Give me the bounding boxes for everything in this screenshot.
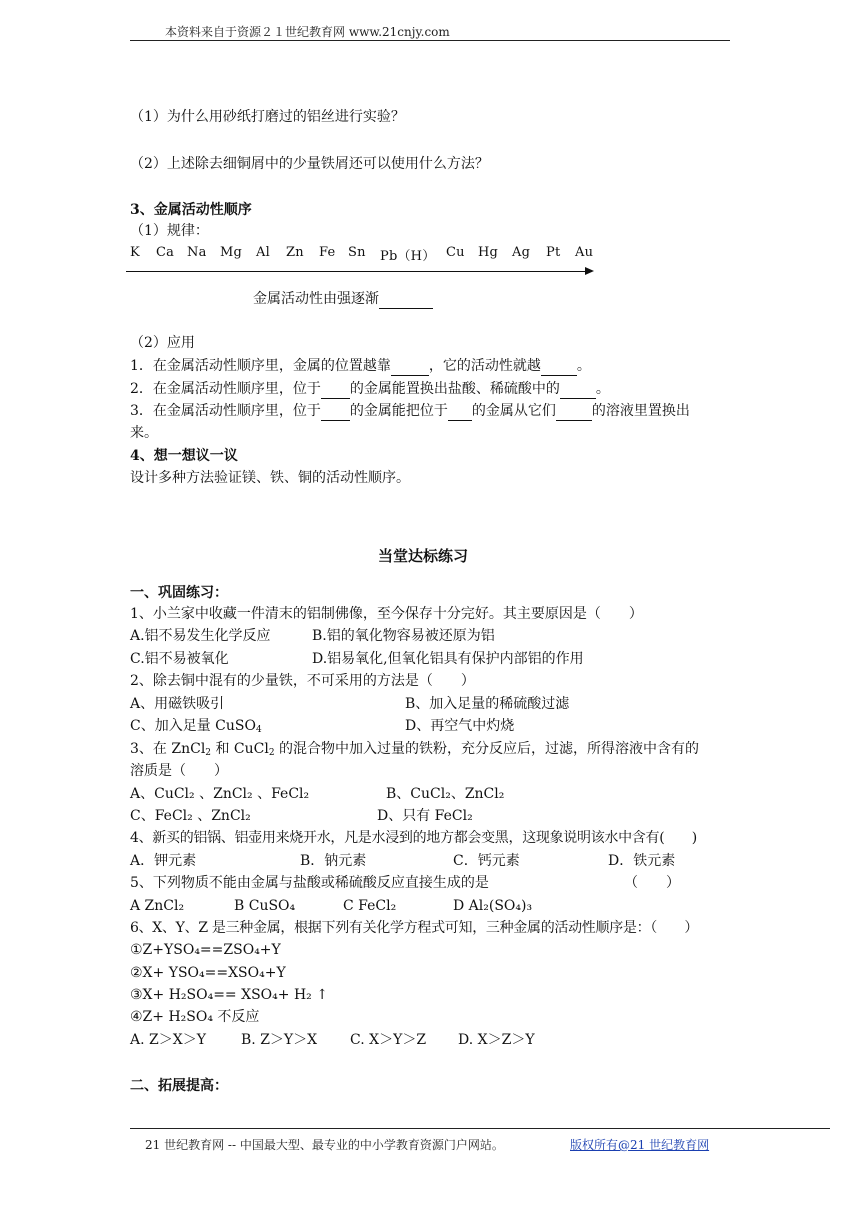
fill-blank [556,406,592,421]
section-4-body: 设计多种方法验证镁、铁、铜的活动性顺序。 [130,470,410,486]
q2-option-a: A、用磁铁吸引 [130,696,225,712]
fill-blank [391,361,429,376]
text: 的混合物中加入过量的铁粉，充分反应后，过滤，所得溶液中含有的 [274,741,700,757]
subscript: 4 [255,725,262,735]
exercise-q4: 4、新买的铝锅、铝壶用来烧开水，凡是水浸到的地方都会变黑，这现象说明该水中含有( ) [130,830,697,846]
metal-symbol: Ca [156,245,175,260]
q4-option-c: C．钙元素 [453,853,520,869]
metal-symbol: K [130,245,140,260]
q5-answer-paren: （ ） [624,875,680,891]
q5-option-b: B CuSO₄ [234,898,296,914]
equation-1: ①Z+YSO₄==ZSO₄+Y [130,942,281,958]
text: 1．在金属活动性顺序里，金属的位置越靠 [130,358,391,374]
fill-blank [321,406,350,421]
text: C、加入足量 CuSO [130,718,256,734]
q3-option-c: C、FeCl₂ 、ZnCl₂ [130,808,251,824]
exercise-q6: 6、X、Y、Z 是三种金属，根据下列有关化学方程式可知，三种金属的活动性顺序是：（ ） [130,920,699,936]
q6-option-d: D. X＞Z＞Y [458,1032,535,1048]
question-1: （1）为什么用砂纸打磨过的铝丝进行实验？ [130,109,405,125]
exercise-q3-cont: 溶质是（ ） [130,763,228,779]
fill-blank [541,361,577,376]
q4-option-d: D．铁元素 [608,853,676,869]
exercise-q2: 2、除去铜中混有的少量铁，不可采用的方法是（ ） [130,673,475,689]
application-2 [130,379,610,399]
subscript: 2 [268,748,275,758]
header-rule [130,40,730,41]
metal-symbol: Mg [220,245,243,260]
fill-blank [448,406,472,421]
q4-option-b: B．钠元素 [300,853,367,869]
metal-symbol: Al [256,245,270,260]
metal-symbol: Pt [546,245,561,260]
text: 。 [576,358,591,374]
equation-4: ④Z+ H₂SO₄ 不反应 [130,1009,260,1025]
fill-blank [321,384,350,399]
q5-option-c: C FeCl₂ [343,898,397,914]
metal-symbol: Pb（H） [380,249,436,264]
metal-symbol: Fe [319,245,336,260]
equation-2: ②X+ YSO₄==XSO₄+Y [130,965,286,981]
fill-blank [379,294,433,309]
q3-option-a: A、CuCl₂ 、ZnCl₂ 、FeCl₂ [130,786,310,802]
section-3-title: 3、金属活动性顺序 [130,202,252,218]
q5-option-d: D Al₂(SO₄)₃ [453,898,533,914]
q1-option-d: D.铝易氧化,但氧化铝具有保护内部铝的作用 [312,651,584,667]
q3-option-d: D、只有 FeCl₂ [377,808,473,824]
footer-text: 21 世纪教育网 -- 中国最大型、最专业的中小学教育资源门户网站。 [145,1138,504,1152]
q2-option-d: D、再空气中灼烧 [405,718,515,734]
part-1-title: 一、巩固练习： [130,585,228,601]
q1-option-a: A.铝不易发生化学反应 [130,628,271,644]
text: 的金属能把位于 [349,403,448,419]
application-label: （2）应用 [130,335,195,351]
activity-arrow [126,271,592,272]
trend-text: 金属活动性由强逐渐 [253,291,379,307]
subscript: 2 [205,748,212,758]
text: 和 CuCl [211,741,269,757]
exercise-title: 当堂达标练习 [378,547,469,565]
q2-option-b: B、加入足量的稀硫酸过滤 [405,696,570,712]
q6-option-b: B. Z＞Y＞X [241,1032,318,1048]
q4-option-a: A．钾元素 [130,853,197,869]
section-4-title: 4、想一想议一议 [130,448,238,464]
text: 3．在金属活动性顺序里，位于 [130,403,321,419]
text: 的金属能置换出盐酸、稀硫酸中的 [349,381,560,397]
equation-3: ③X+ H₂SO₄== XSO₄+ H₂ ↑ [130,987,328,1003]
q6-option-a: A. Z＞X＞Y [130,1032,206,1048]
q2-option-c [130,716,262,736]
q5-option-a: A ZnCl₂ [130,898,185,914]
metal-symbol: Cu [446,245,465,260]
exercise-q1: 1、小兰家中收藏一件清末的铝制佛像，至今保存十分完好。其主要原因是（ ） [130,606,643,622]
application-3 [130,401,690,421]
application-1 [130,356,591,376]
text: 2．在金属活动性顺序里，位于 [130,381,321,397]
exercise-q3 [130,739,699,759]
text: 的金属从它们 [471,403,556,419]
text: 的溶液里置换出 [591,403,690,419]
text: 3、在 ZnCl [130,741,206,757]
metal-symbol: Na [187,245,207,260]
page-header: 本资料来自于资源２１世纪教育网 www.21cnjy.com [165,25,450,39]
part-2-title: 二、拓展提高： [130,1078,228,1094]
rule-label: （1）规律： [130,223,209,239]
exercise-q5: 5、下列物质不能由金属与盐酸或稀硫酸反应直接生成的是 [130,875,489,891]
metal-symbol: Au [575,245,594,260]
text: 。 [595,381,610,397]
copyright-link[interactable]: 版权所有@21 世纪教育网 [570,1138,710,1152]
metal-symbol: Ag [512,245,531,260]
text: ，它的活动性就越 [428,358,541,374]
q3-option-b: B、CuCl₂、ZnCl₂ [386,786,505,802]
question-2: （2）上述除去细铜屑中的少量铁屑还可以使用什么方法？ [130,156,489,172]
footer-rule [130,1128,830,1129]
q1-option-b: B.铝的氧化物容易被还原为铝 [312,628,495,644]
metal-symbol: Hg [478,245,499,260]
application-3-cont: 来。 [130,425,158,441]
q1-option-c: C.铝不易被氧化 [130,651,229,667]
metal-symbol: Sn [348,245,366,260]
metal-symbol: Zn [286,245,304,260]
fill-blank [560,384,596,399]
trend-line [253,289,433,309]
q6-option-c: C. X＞Y＞Z [350,1032,427,1048]
